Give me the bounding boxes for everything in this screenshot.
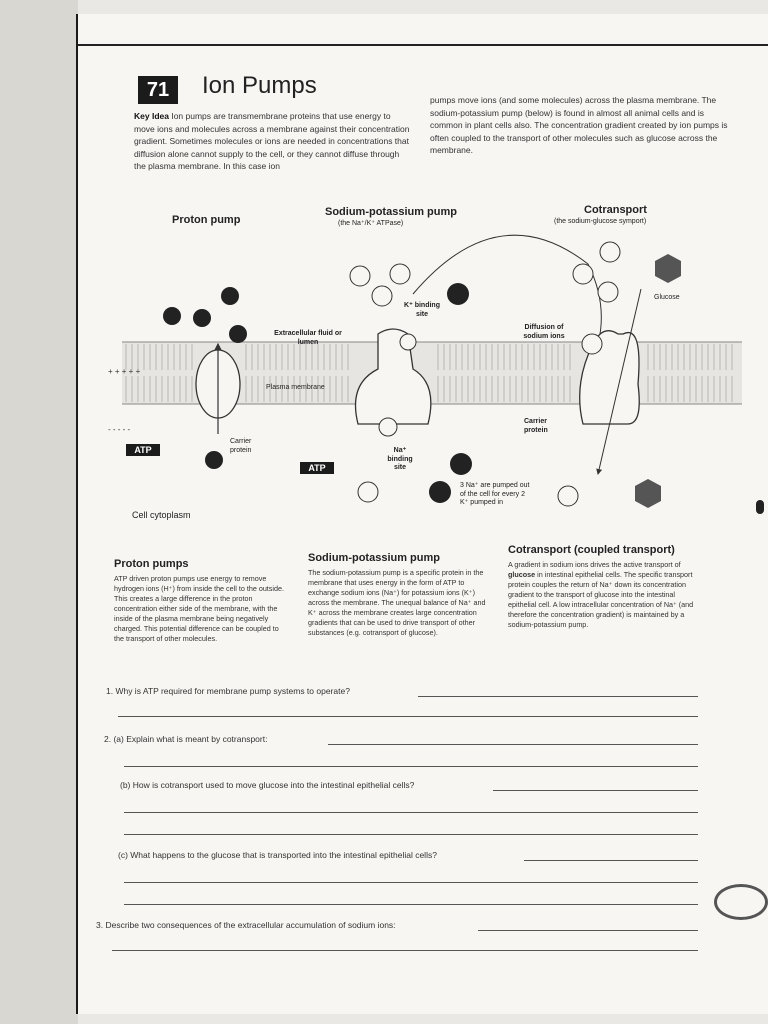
membrane-plus: + + + + + — [108, 367, 141, 376]
cotransport-title: Cotransport — [584, 204, 647, 216]
pumped-note: 3 Na⁺ are pumped out of the cell for every 2 K⁺ pumped in — [460, 482, 530, 506]
question-2a: 2. (a) Explain what is meant by cotransport: — [104, 734, 268, 744]
proton-pumps-heading: Proton pumps — [114, 558, 189, 570]
atp-label-1: ATP — [134, 445, 152, 455]
na-binding-label: Na⁺ binding site — [387, 447, 413, 471]
k-binding-site — [400, 334, 416, 350]
intro-column-1 — [134, 110, 412, 173]
sodium-potassium-pump-title: Sodium-potassium pump — [325, 206, 457, 218]
answer-line[interactable] — [418, 696, 698, 697]
question-2b: (b) How is cotransport used to move glucose into the intestinal epithelial cells? — [120, 780, 415, 790]
answer-line[interactable] — [124, 766, 698, 767]
membrane-minus: - - - - - — [108, 425, 131, 434]
answer-line[interactable] — [493, 790, 698, 791]
answer-line[interactable] — [328, 744, 698, 745]
cell-cytoplasm-label: Cell cytoplasm — [132, 510, 191, 520]
h-ion — [193, 309, 211, 327]
intro-column-2: pumps move ions (and some molecules) across the plasma membrane. The sodium-potassium pump (below) is found in almost all animal cells and is common in plant cells also. The concentration gradient created by ion pumps is often coupled to the transport of other molecules such as glucose across the membrane. — [430, 95, 728, 156]
cotransport-subtitle: (the sodium-glucose symport) — [554, 218, 647, 225]
h-ion — [221, 287, 239, 305]
na-ions-outside — [350, 264, 410, 306]
key-idea-label: Key Idea — [134, 111, 169, 121]
question-2c: (c) What happens to the glucose that is transported into the intestinal epithelial cells? — [118, 850, 437, 860]
answer-line[interactable] — [524, 860, 698, 861]
k-ion — [450, 453, 472, 475]
cotransport-text-bold: glucose — [508, 570, 536, 579]
glucose-label: Glucose — [654, 294, 680, 301]
cotransport-heading: Cotransport (coupled transport) — [508, 544, 675, 556]
binder-background — [0, 0, 78, 1024]
answer-line[interactable] — [124, 904, 698, 905]
binder-hole — [756, 500, 764, 514]
question-1: 1. Why is ATP required for membrane pump systems to operate? — [106, 686, 350, 696]
header-rule — [78, 44, 768, 46]
plasma-membrane-label: Plasma membrane — [266, 384, 325, 391]
proton-pump-title: Proton pump — [172, 214, 241, 226]
h-ion — [163, 307, 181, 325]
intro-text-1: Ion pumps are transmembrane proteins that use energy to move ions and molecules across a membrane against their concentration gradient. Sometimes molecules or ions are needed in concentrations that diffusion alone cannot supply to the cell, or they cannot diffuse through the plasma membrane. In this case ion — [134, 111, 410, 172]
h-ion — [205, 451, 223, 469]
answer-line[interactable] — [124, 882, 698, 883]
glucose-molecule-outside — [655, 254, 681, 283]
answer-line[interactable] — [478, 930, 698, 931]
carrier-protein-label: Carrier protein — [230, 438, 252, 454]
na-ion-inside — [358, 482, 378, 502]
k-ion — [429, 481, 451, 503]
diffusion-label: Diffusion of sodium ions — [523, 324, 565, 340]
atp-label-2: ATP — [308, 463, 326, 473]
cotransport-text — [508, 560, 698, 630]
sodium-potassium-heading: Sodium-potassium pump — [308, 552, 440, 564]
worksheet-page — [78, 14, 768, 1014]
page-title: Ion Pumps — [202, 72, 317, 99]
answer-line[interactable] — [124, 834, 698, 835]
answer-line[interactable] — [112, 950, 698, 951]
h-ion — [229, 325, 247, 343]
extracellular-label: Extracellular fluid or lumen — [274, 330, 342, 346]
proton-pumps-text: ATP driven proton pumps use energy to remove hydrogen ions (H⁺) from inside the cell to the outside. This creates a large difference in the proton concentration either side of the membrane, with the inside of the plasma membrane being negatively charged. This potential difference can be coupled to the transport of other molecules. — [114, 574, 284, 643]
k-ion — [447, 283, 469, 305]
cotransport-text-b: in intestinal epithelial cells. The specific transport protein couples the return of Na⁺ down its concentration gradient to the transport of glucose into the intestinal epithelial cell. A low intracellular concentration of Na⁺ (and therefore the concentration gradient) is maintained by a sodium-potassium pump. — [508, 570, 694, 629]
activity-number: 71 — [138, 76, 178, 104]
sodium-potassium-pump-subtitle: (the Na⁺/K⁺ ATPase) — [338, 220, 404, 227]
answer-line[interactable] — [124, 812, 698, 813]
carrier-protein-label-2: Carrier protein — [524, 418, 548, 434]
glucose-molecule-inside — [635, 479, 661, 508]
k-binding-label: K⁺ binding site — [404, 302, 440, 318]
sodium-potassium-text: The sodium-potassium pump is a specific protein in the membrane that uses energy in the form of ATP to exchange sodium ions (Na⁺) for potassium ions (K⁺) across the membrane. The unequal balance of Na⁺ and K⁺ across the membrane creates large concentration gradients that can be used to drive transport of other substances (e.g. cotransport of glucose). — [308, 568, 486, 637]
binder-ring — [714, 884, 768, 920]
na-binding-site — [379, 418, 397, 436]
ion-pump-diagram — [78, 194, 768, 524]
answer-line[interactable] — [118, 716, 698, 717]
question-3: 3. Describe two consequences of the extracellular accumulation of sodium ions: — [96, 920, 396, 930]
cotransport-text-a: A gradient in sodium ions drives the active transport of — [508, 560, 681, 569]
